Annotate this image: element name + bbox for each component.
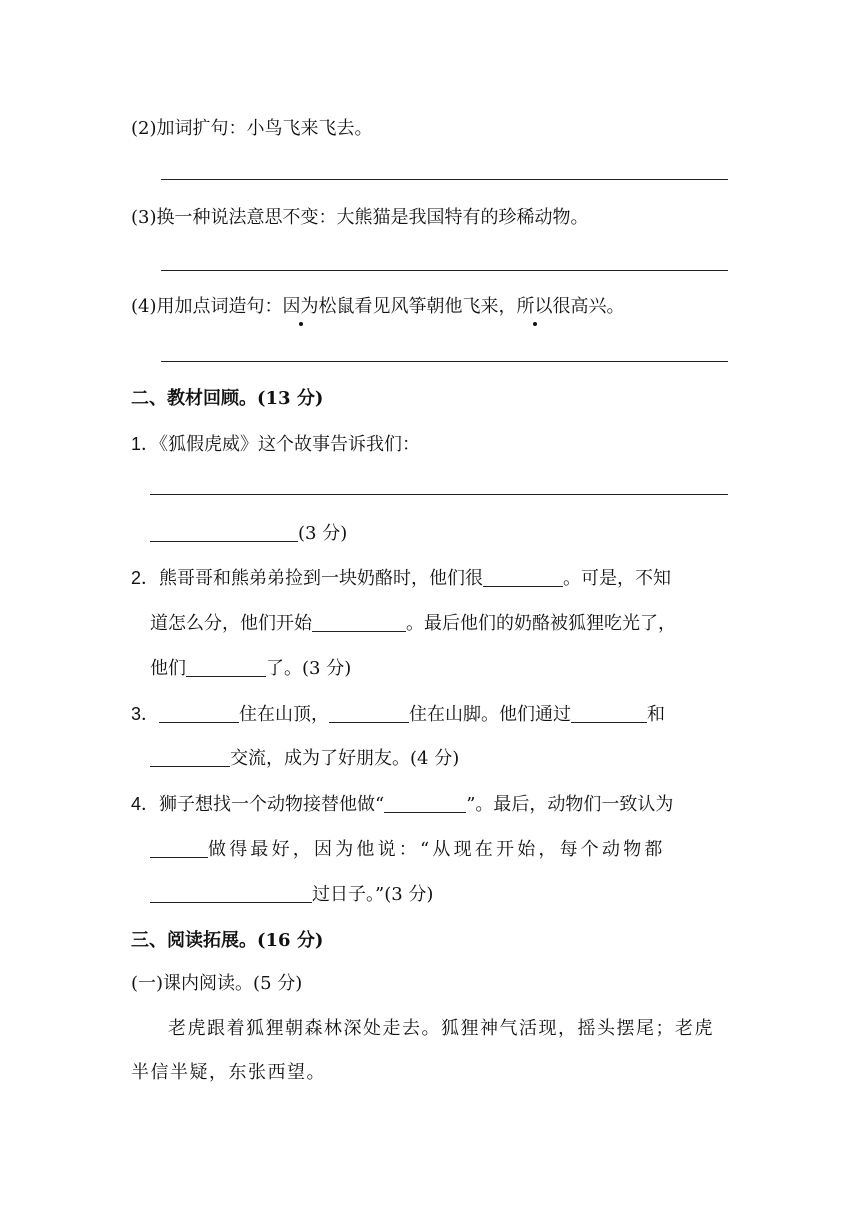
item-3-line-2 (150, 747, 459, 771)
blank-item-3c[interactable] (571, 704, 647, 723)
item-3-line-1 (131, 702, 665, 727)
item-1-second-line (150, 522, 347, 546)
blank-item-3d[interactable] (150, 748, 230, 767)
item-4-text-4: 过日子。”(3 分) (312, 884, 434, 905)
item-4-text-1: 狮子想找一个动物接替他做“ (159, 794, 385, 815)
item-3-number: 3． (131, 704, 160, 724)
blank-item-2c[interactable] (186, 658, 266, 677)
item-3-text-2: 住在山脚。他们通过 (409, 704, 572, 725)
item-2-text-6: 了。(3 分) (266, 658, 352, 679)
answer-line-q3[interactable] (161, 270, 728, 271)
item-1-text: 《狐假虎威》这个故事告诉我们： (159, 434, 421, 455)
question-4-end: 很高兴。 (552, 296, 625, 317)
passage-line-2: 半信半疑，东张西望。 (131, 1062, 326, 1083)
blank-item-2b[interactable] (312, 613, 406, 632)
blank-item-4a[interactable] (384, 794, 466, 813)
item-2-text-5: 他们 (150, 658, 186, 679)
question-4 (131, 295, 625, 319)
question-3 (131, 206, 589, 230)
section-3-heading: 三、阅读拓展。(16 分) (131, 930, 324, 951)
item-2-text-2: 。可是，不知 (563, 568, 672, 589)
answer-line-item-1[interactable] (150, 494, 728, 495)
item-3-text-4: 交流，成为了好朋友。(4 分) (230, 748, 460, 769)
blank-item-1[interactable] (150, 523, 298, 542)
answer-line-q2[interactable] (161, 179, 728, 180)
blank-item-4b[interactable] (150, 839, 208, 858)
item-4-line-3 (150, 883, 433, 907)
item-4-line-1 (131, 792, 673, 817)
answer-line-q4[interactable] (161, 361, 728, 362)
item-2-text-4: 。最后他们的奶酪被狐狸吃光了， (406, 613, 676, 634)
dotted-word-so: 所以 (516, 296, 553, 317)
item-4-text-3: 做得最好，因为他说：“从现在开始，每个动物都 (208, 839, 666, 860)
blank-item-3b[interactable] (329, 704, 409, 723)
item-2-text-1: 熊哥哥和熊弟弟捡到一块奶酪时，他们很 (159, 568, 484, 589)
item-1-number: 1． (131, 434, 160, 454)
dotted-word-because: 因为 (282, 296, 319, 317)
item-2-number: 2． (131, 568, 160, 588)
item-2-line-3 (150, 657, 351, 681)
item-1-score: (3 分) (298, 523, 348, 544)
item-4-text-2: ”。最后，动物们一致认为 (466, 794, 674, 815)
item-4-number: 4． (131, 794, 160, 814)
blank-item-4c[interactable] (150, 884, 312, 903)
question-3-label: (3)换一种说法意思不变： (131, 207, 337, 228)
item-2-line-1 (131, 566, 671, 591)
item-3-text-1: 住在山顶， (239, 704, 330, 725)
blank-item-3a[interactable] (159, 704, 239, 723)
passage-line-1: 老虎跟着狐狸朝森林深处走去。狐狸神气活现，摇头摆尾；老虎 (168, 1018, 714, 1039)
question-4-middle: 松鼠看见风筝朝他飞来， (318, 296, 517, 317)
item-2-line-2 (150, 612, 676, 636)
blank-item-2a[interactable] (483, 568, 563, 587)
item-3-text-3: 和 (647, 704, 666, 725)
subsection-1-heading: (一)课内阅读。(5 分) (131, 973, 303, 994)
question-4-label: (4)用加点词造句： (131, 296, 283, 317)
item-1 (131, 432, 420, 457)
question-2-label: (2)加词扩句： (131, 118, 247, 139)
item-2-text-3: 道怎么分，他们开始 (150, 613, 312, 634)
section-2-heading: 二、教材回顾。(13 分) (131, 388, 324, 409)
question-2 (131, 117, 373, 141)
question-2-sentence: 小鸟飞来飞去。 (246, 118, 373, 139)
item-4-line-2 (150, 838, 666, 862)
question-3-sentence: 大熊猫是我国特有的珍稀动物。 (336, 207, 589, 228)
